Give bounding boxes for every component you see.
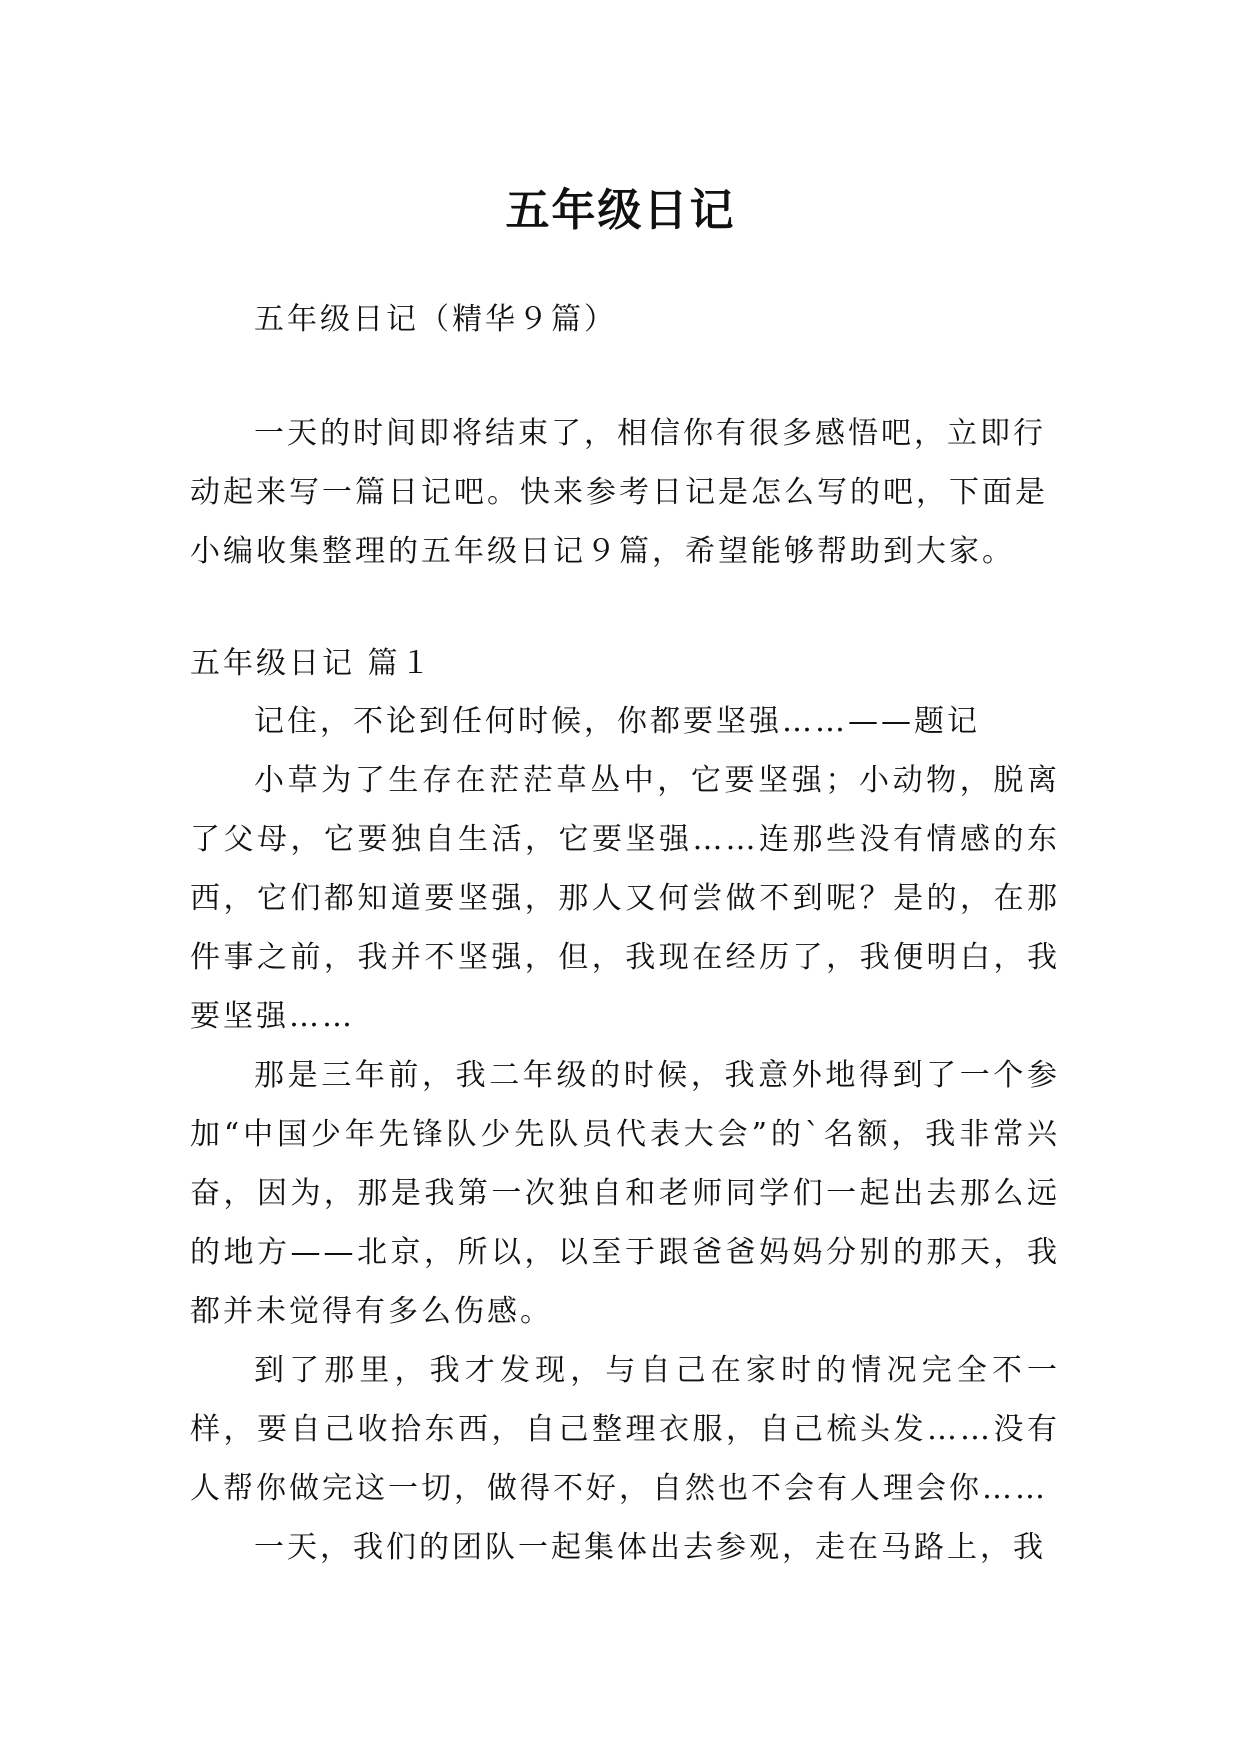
paragraph: 那是三年前，我二年级的时候，我意外地得到了一个参加“中国少年先锋队少先队员代表大会”的`名额，我非常兴奋，因为，那是我第一次独自和老师同学们一起出去那么远的地方——北京，所以，以至于跟爸爸妈妈分别的那天，我都并未觉得有多么伤感。 (190, 1058, 1060, 1329)
paragraph-epigraph: 记住，不论到任何时候，你都要坚强……——题记 (254, 704, 980, 739)
article-body (190, 692, 1060, 1577)
document-title: 五年级日记 (505, 185, 736, 237)
paragraph: 小草为了生存在茫茫草丛中，它要坚强；小动物，脱离了父母，它要独自生活，它要坚强……连那些没有情感的东西，它们都知道要坚强，那人又何尝做不到呢？是的，在那件事之前，我并不坚强，但，我现在经历了，我便明白，我要坚强…… (190, 763, 1060, 1034)
section-heading: 五年级日记 篇１ (190, 646, 434, 681)
paragraph: 一天，我们的团队一起集体出去参观，走在马路上，我 (254, 1530, 1046, 1565)
intro-paragraph: 一天的时间即将结束了，相信你有很多感悟吧，立即行动起来写一篇日记吧。快来参考日记是怎么写的吧，下面是小编收集整理的五年级日记９篇，希望能够帮助到大家。 (190, 416, 1048, 569)
paragraph: 到了那里，我才发现，与自己在家时的情况完全不一样，要自己收拾东西，自己整理衣服，自己梳头发……没有人帮你做完这一切，做得不好，自然也不会有人理会你…… (190, 1353, 1060, 1506)
document-subtitle: 五年级日记（精华９篇） (254, 302, 617, 337)
